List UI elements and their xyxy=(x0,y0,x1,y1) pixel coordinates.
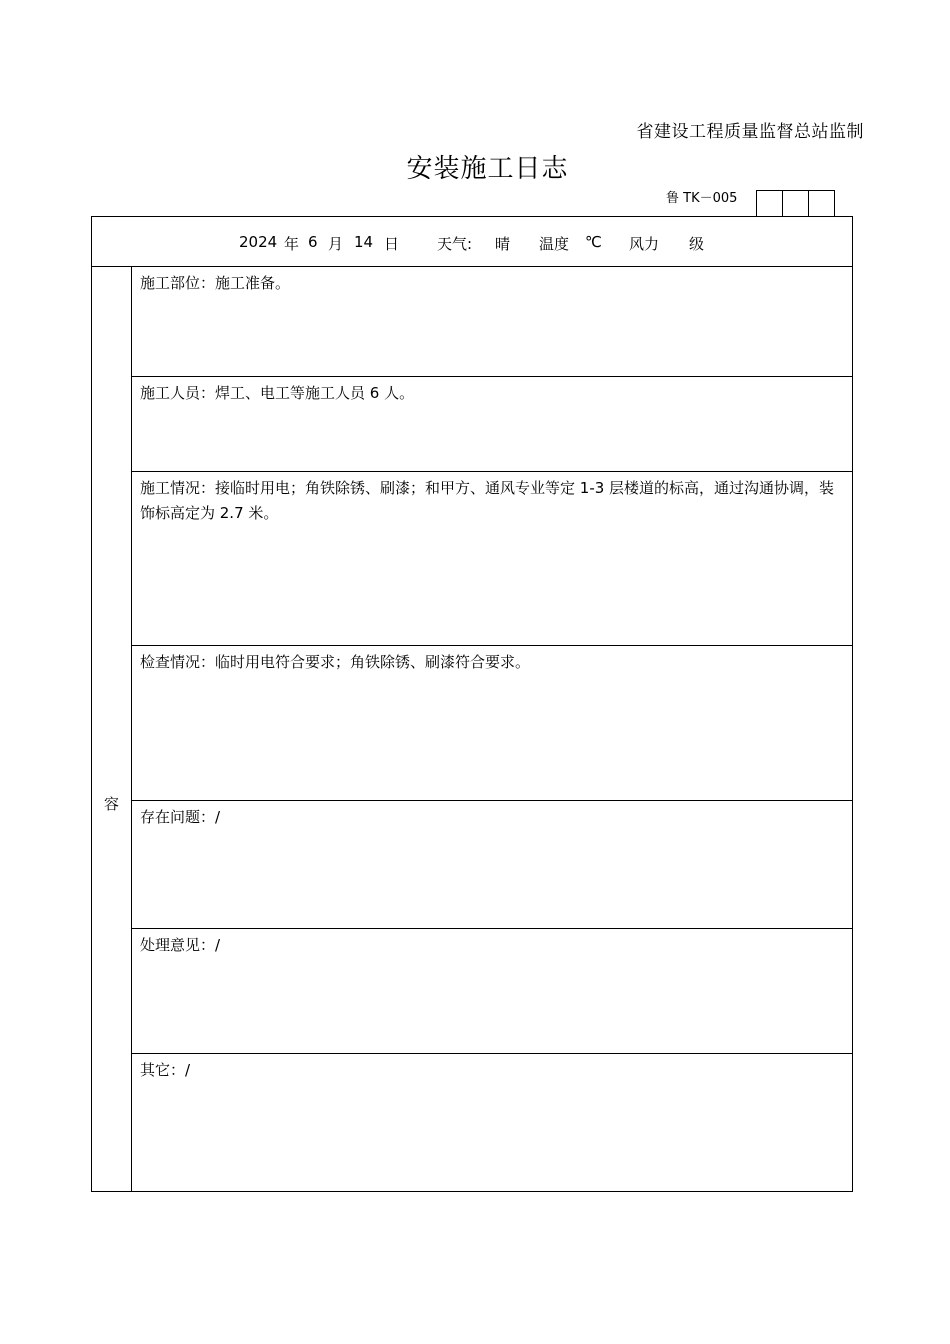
date-day-unit: 日 xyxy=(384,235,400,253)
date-month-unit: 月 xyxy=(328,235,344,253)
date-weather-row xyxy=(92,217,852,267)
section-other: 其它：/ xyxy=(140,1061,191,1079)
section-progress: 施工情况：接临时用电；角铁除锈、刷漆；和甲方、通风专业等定 1-3 层楼道的标高，通过沟通协调，装饰标高定为 2.7 米。 xyxy=(132,472,852,646)
date-year: 2024 xyxy=(239,233,278,251)
date-month: 6 xyxy=(308,233,318,251)
code-box xyxy=(757,191,783,217)
issuer-label: 省建设工程质量监督总站监制 xyxy=(636,122,864,142)
side-column xyxy=(92,267,132,1191)
section-handling: 处理意见：/ xyxy=(132,929,852,1054)
temperature-label: 温度 xyxy=(539,235,570,253)
date-day: 14 xyxy=(354,233,374,251)
temperature-unit: ℃ xyxy=(585,233,602,251)
wind-label: 风力 xyxy=(629,235,660,253)
date-year-unit: 年 xyxy=(284,235,300,253)
weather-value: 晴 xyxy=(495,235,511,253)
code-box xyxy=(809,191,834,217)
form-code-boxes xyxy=(756,190,835,217)
section-personnel: 施工人员：焊工、电工等施工人员 6 人。 xyxy=(132,377,852,472)
weather-label: 天气: xyxy=(437,235,473,253)
code-box xyxy=(783,191,809,217)
log-table xyxy=(91,216,853,1192)
section-issues: 存在问题：/ xyxy=(132,801,852,929)
side-label: 容 xyxy=(103,795,119,813)
section-inspection: 检查情况：临时用电符合要求；角铁除锈、刷漆符合要求。 xyxy=(132,646,852,801)
content-column xyxy=(132,267,852,1191)
page-title: 安装施工日志 xyxy=(406,154,569,184)
form-code: 鲁 TK－005 xyxy=(666,191,738,206)
wind-unit: 级 xyxy=(689,235,705,253)
section-location: 施工部位：施工准备。 xyxy=(132,267,852,377)
